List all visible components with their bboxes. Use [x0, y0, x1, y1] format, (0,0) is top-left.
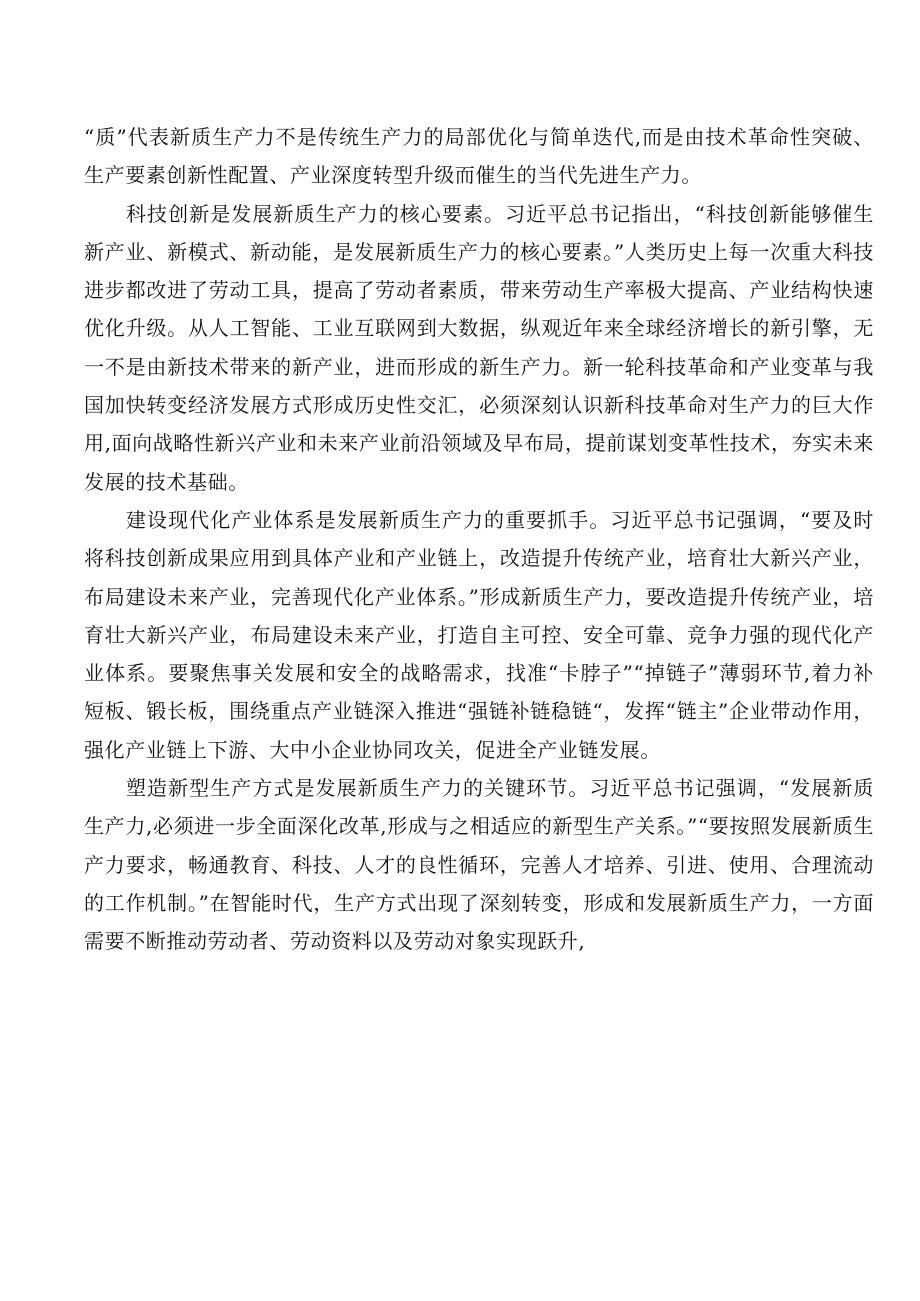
- paragraph-intro: “质”代表新质生产力不是传统生产力的局部优化与简单迭代,而是由技术革命性突破、生产要素创新性配置、产业深度转型升级而催生的当代先进生产力。: [84, 125, 874, 188]
- document-body: [84, 118, 874, 961]
- paragraph-industrial-system: 建设现代化产业体系是发展新质生产力的重要抓手。习近平总书记强调，“要及时将科技创新成果应用到具体产业和产业链上，改造提升传统产业，培育壮大新兴产业，布局建设未来产业，完善现代化产业体系。”形成新质生产力，要改造提升传统产业，培育壮大新兴产业，布局建设未来产业，打造自主可控、安全可靠、竞争力强的现代化产业体系。要聚焦事关发展和安全的战略需求，找准“卡脖子”“掉链子”薄弱环节,着力补短板、锻长板，围绕重点产业链深入推进“强链补链稳链“，发挥“链主”企业带动作用，强化产业链上下游、大中小企业协同攻关，促进全产业链发展。: [84, 507, 874, 762]
- paragraph-production-mode: 塑造新型生产方式是发展新质生产力的关键环节。习近平总书记强调，“发展新质生产力,必须进一步全面深化改革,形成与之相适应的新型生产关系。”“要按照发展新质生产力要求，畅通教育、科技、人才的良性循环，完善人才培养、引进、使用、合理流动的工作机制。”在智能时代，生产方式出现了深刻转变，形成和发展新质生产力，一方面需要不断推动劳动者、劳动资料以及劳动对象实现跃升,: [84, 776, 874, 954]
- paragraph-tech-innovation: 科技创新是发展新质生产力的核心要素。习近平总书记指出，“科技创新能够催生新产业、新模式、新动能，是发展新质生产力的核心要素。”人类历史上每一次重大科技进步都改进了劳动工具，提高了劳动者素质，带来劳动生产率极大提高、产业结构快速优化升级。从人工智能、工业互联网到大数据，纵观近年来全球经济增长的新引擎，无一不是由新技术带来的新产业，进而形成的新生产力。新一轮科技革命和产业变革与我国加快转变经济发展方式形成历史性交汇，必须深刻认识新科技革命对生产力的巨大作用,面向战略性新兴产业和未来产业前沿领域及早布局，提前谋划变革性技术，夯实未来发展的技术基础。: [84, 201, 874, 494]
